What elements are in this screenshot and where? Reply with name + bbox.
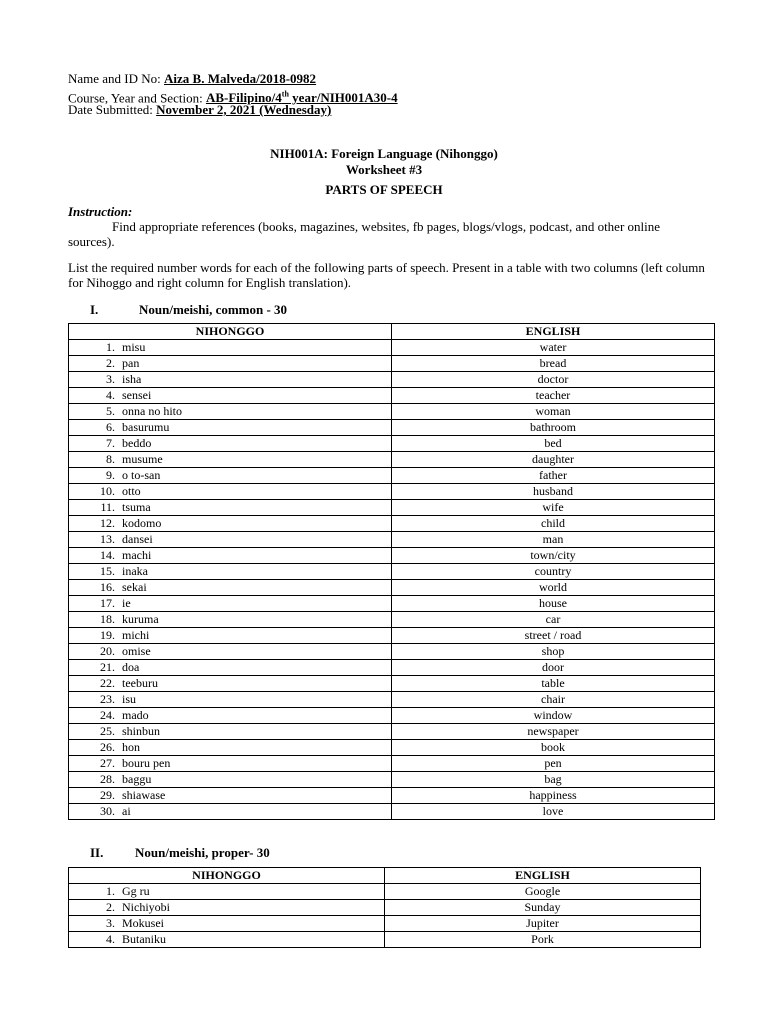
english-cell: bed: [392, 436, 715, 452]
row-number: 17.: [100, 596, 115, 610]
row-number: 27.: [100, 756, 115, 770]
english-cell: house: [392, 596, 715, 612]
nihonggo-word: Butaniku: [122, 932, 166, 946]
table-row: [69, 788, 715, 804]
table-row: [69, 676, 715, 692]
nihonggo-word: kuruma: [122, 612, 159, 626]
english-cell: happiness: [392, 788, 715, 804]
nihonggo-word: Nichiyobi: [122, 900, 170, 914]
row-number: 26.: [100, 740, 115, 754]
english-cell: chair: [392, 692, 715, 708]
nihonggo-word: kodomo: [122, 516, 162, 530]
nihonggo-cell: [69, 916, 385, 932]
table-row: [69, 900, 701, 916]
nihonggo-word: doa: [122, 660, 140, 674]
table-row: [69, 516, 715, 532]
nihonggo-word: ai: [122, 804, 131, 818]
common-noun-table: [68, 323, 715, 820]
nihonggo-cell: [69, 420, 392, 436]
nihonggo-word: o to-san: [122, 468, 161, 482]
nihonggo-cell: [69, 596, 392, 612]
english-cell: pen: [392, 756, 715, 772]
english-cell: book: [392, 740, 715, 756]
worksheet-number: Worksheet #3: [345, 162, 423, 177]
english-cell: town/city: [392, 548, 715, 564]
nihonggo-cell: [69, 788, 392, 804]
nihonggo-word: omise: [122, 644, 151, 658]
table-header-row: [69, 868, 701, 884]
english-cell: country: [392, 564, 715, 580]
table-row: [69, 420, 715, 436]
table-row: [69, 500, 715, 516]
instruction-text: Find appropriate references (books, magazines, websites, fb pages, blogs/vlogs, podcast, and other online sources).: [68, 219, 661, 249]
table-row: [69, 708, 715, 724]
nihonggo-cell: [69, 804, 392, 820]
nihonggo-word: onna no hito: [122, 404, 182, 418]
name-value: Aiza B. Malveda/2018-0982: [164, 71, 317, 86]
nihonggo-cell: [69, 532, 392, 548]
row-number: 6.: [106, 420, 115, 434]
english-cell: newspaper: [392, 724, 715, 740]
table-row: [69, 468, 715, 484]
english-cell: wife: [392, 500, 715, 516]
nihonggo-word: machi: [122, 548, 152, 562]
row-number: 19.: [100, 628, 115, 642]
row-number: 29.: [100, 788, 115, 802]
row-number: 2.: [106, 900, 115, 914]
row-number: 5.: [106, 404, 115, 418]
row-number: 4.: [106, 932, 115, 946]
row-number: 21.: [100, 660, 115, 674]
nihonggo-cell: [69, 548, 392, 564]
table-row: [69, 756, 715, 772]
table-row: [69, 660, 715, 676]
row-number: 4.: [106, 388, 115, 402]
english-cell: Jupiter: [385, 916, 701, 932]
nihonggo-cell: [69, 644, 392, 660]
nihonggo-cell: [69, 372, 392, 388]
nihonggo-cell: [69, 388, 392, 404]
table-row: [69, 484, 715, 500]
nihonggo-word: inaka: [122, 564, 148, 578]
english-cell: man: [392, 532, 715, 548]
date-value: November 2, 2021 (Wednesday): [156, 102, 332, 117]
nihonggo-cell: [69, 756, 392, 772]
row-number: 3.: [106, 372, 115, 386]
nihonggo-word: sekai: [122, 580, 147, 594]
nihonggo-cell: [69, 900, 385, 916]
row-number: 28.: [100, 772, 115, 786]
english-cell: bag: [392, 772, 715, 788]
table-row: [69, 564, 715, 580]
row-number: 2.: [106, 356, 115, 370]
row-number: 14.: [100, 548, 115, 562]
nihonggo-cell: [69, 340, 392, 356]
nihonggo-word: Mokusei: [122, 916, 164, 930]
english-cell: Pork: [385, 932, 701, 948]
table-row: [69, 548, 715, 564]
section-1-numeral: I.: [90, 302, 99, 317]
instruction-label: Instruction:: [68, 204, 133, 219]
nihonggo-cell: [69, 692, 392, 708]
english-cell: woman: [392, 404, 715, 420]
table-row: [69, 916, 701, 932]
row-number: 23.: [100, 692, 115, 706]
row-number: 13.: [100, 532, 115, 546]
nihonggo-word: misu: [122, 340, 146, 354]
column-header-english: ENGLISH: [385, 868, 701, 884]
nihonggo-word: michi: [122, 628, 150, 642]
nihonggo-word: shiawase: [122, 788, 166, 802]
nihonggo-word: bouru pen: [122, 756, 171, 770]
english-cell: child: [392, 516, 715, 532]
row-number: 11.: [100, 500, 115, 514]
table-row: [69, 404, 715, 420]
english-cell: street / road: [392, 628, 715, 644]
table-row: [69, 452, 715, 468]
english-cell: husband: [392, 484, 715, 500]
english-cell: father: [392, 468, 715, 484]
nihonggo-cell: [69, 628, 392, 644]
nihonggo-cell: [69, 660, 392, 676]
nihonggo-word: hon: [122, 740, 140, 754]
table-row: [69, 612, 715, 628]
english-cell: car: [392, 612, 715, 628]
nihonggo-word: Gg ru: [122, 884, 150, 898]
nihonggo-cell: [69, 580, 392, 596]
name-label: Name and ID No:: [68, 71, 161, 86]
english-cell: Google: [385, 884, 701, 900]
nihonggo-cell: [69, 468, 392, 484]
english-cell: daughter: [392, 452, 715, 468]
english-cell: doctor: [392, 372, 715, 388]
column-header-english: ENGLISH: [392, 324, 715, 340]
table-row: [69, 644, 715, 660]
nihonggo-word: mado: [122, 708, 149, 722]
nihonggo-cell: [69, 884, 385, 900]
row-number: 1.: [106, 884, 115, 898]
table-row: [69, 356, 715, 372]
course-value: AB-Filipino/4th year/NIH001A30-4: [205, 90, 398, 106]
nihonggo-word: ie: [122, 596, 131, 610]
nihonggo-cell: [69, 772, 392, 788]
english-cell: door: [392, 660, 715, 676]
table-row: [69, 580, 715, 596]
nihonggo-cell: [69, 740, 392, 756]
row-number: 25.: [100, 724, 115, 738]
row-number: 15.: [100, 564, 115, 578]
course-title: NIH001A: Foreign Language (Nihonggo): [270, 146, 498, 161]
row-number: 20.: [100, 644, 115, 658]
nihonggo-cell: [69, 500, 392, 516]
nihonggo-word: isu: [122, 692, 137, 706]
nihonggo-cell: [69, 516, 392, 532]
row-number: 24.: [100, 708, 115, 722]
proper-noun-table: [68, 867, 701, 948]
row-number: 22.: [100, 676, 115, 690]
english-cell: bread: [392, 356, 715, 372]
table-row: [69, 724, 715, 740]
nihonggo-word: isha: [122, 372, 142, 386]
nihonggo-word: musume: [122, 452, 163, 466]
english-cell: water: [392, 340, 715, 356]
nihonggo-cell: [69, 436, 392, 452]
table-row: [69, 740, 715, 756]
nihonggo-cell: [69, 708, 392, 724]
section-1-title: Noun/meishi, common - 30: [139, 302, 288, 317]
table-row: [69, 772, 715, 788]
table-row: [69, 596, 715, 612]
course-label: Course, Year and Section:: [68, 90, 203, 106]
nihonggo-cell: [69, 484, 392, 500]
topic-title: PARTS OF SPEECH: [325, 182, 443, 197]
row-number: 30.: [100, 804, 115, 818]
nihonggo-cell: [69, 404, 392, 420]
row-number: 9.: [106, 468, 115, 482]
row-number: 12.: [100, 516, 115, 530]
table-row: [69, 628, 715, 644]
row-number: 10.: [100, 484, 115, 498]
row-number: 16.: [100, 580, 115, 594]
table-header-row: [69, 324, 715, 340]
english-cell: love: [392, 804, 715, 820]
nihonggo-cell: [69, 724, 392, 740]
table-row: [69, 804, 715, 820]
nihonggo-cell: [69, 612, 392, 628]
table-row: [69, 884, 701, 900]
date-label: Date Submitted:: [68, 102, 153, 117]
table-row: [69, 692, 715, 708]
row-number: 8.: [106, 452, 115, 466]
table-row: [69, 388, 715, 404]
nihonggo-word: baggu: [122, 772, 152, 786]
nihonggo-cell: [69, 932, 385, 948]
nihonggo-cell: [69, 356, 392, 372]
english-cell: table: [392, 676, 715, 692]
nihonggo-word: pan: [122, 356, 140, 370]
column-header-nihonggo: NIHONGGO: [69, 868, 385, 884]
table-row: [69, 340, 715, 356]
row-number: 1.: [106, 340, 115, 354]
table-row: [69, 532, 715, 548]
nihonggo-word: beddo: [122, 436, 152, 450]
nihonggo-word: shinbun: [122, 724, 161, 738]
nihonggo-word: basurumu: [122, 420, 170, 434]
name-line: [68, 71, 316, 87]
english-cell: window: [392, 708, 715, 724]
row-number: 7.: [106, 436, 115, 450]
nihonggo-word: tsuma: [122, 500, 151, 514]
nihonggo-cell: [69, 676, 392, 692]
table-row: [69, 932, 701, 948]
row-number: 18.: [100, 612, 115, 626]
date-line: [68, 102, 331, 118]
nihonggo-cell: [69, 564, 392, 580]
english-cell: world: [392, 580, 715, 596]
english-cell: Sunday: [385, 900, 701, 916]
table-row: [69, 436, 715, 452]
english-cell: bathroom: [392, 420, 715, 436]
section-2-title: Noun/meishi, proper- 30: [135, 845, 270, 860]
table-row: [69, 372, 715, 388]
nihonggo-cell: [69, 452, 392, 468]
nihonggo-word: teeburu: [122, 676, 158, 690]
english-cell: teacher: [392, 388, 715, 404]
section-2-numeral: II.: [90, 845, 104, 860]
row-number: 3.: [106, 916, 115, 930]
nihonggo-word: dansei: [122, 532, 153, 546]
nihonggo-word: otto: [122, 484, 141, 498]
column-header-nihonggo: NIHONGGO: [69, 324, 392, 340]
list-instruction: List the required number words for each of the following parts of speech. Present in a table with two columns (left column for Nihoggo and right column for English translation).: [68, 260, 705, 290]
english-cell: shop: [392, 644, 715, 660]
nihonggo-word: sensei: [122, 388, 152, 402]
